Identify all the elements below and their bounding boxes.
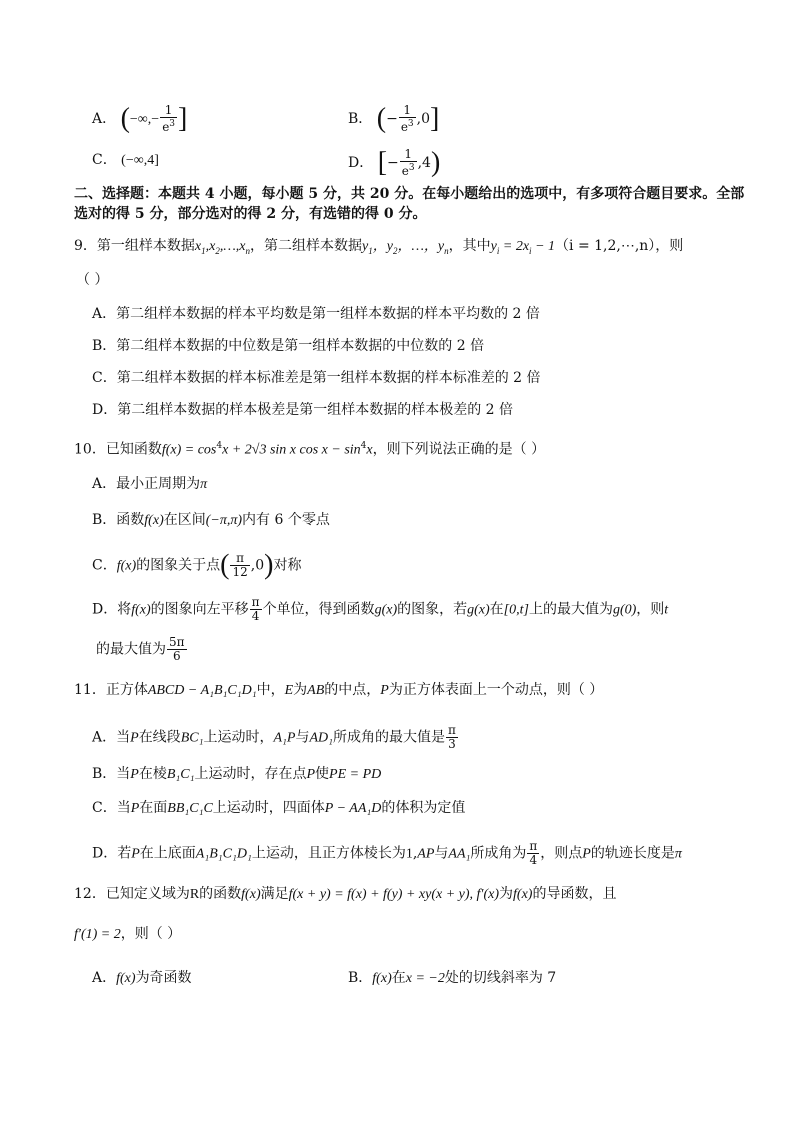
q9-answer-paren: （ ）: [76, 272, 109, 288]
q11-stem: 11．正方体ABCD − A₁B₁C₁D₁中，E为AB的中点，P为正方体表面上一个动点，则（ ）: [74, 682, 604, 698]
q10-option-d-line2: 的最大值为 $\frac{5\pi}{6}$: [96, 635, 185, 663]
q10-option-d: D．将f(x)的图象向左平移 $\frac{\pi}{4}$ 个单位，得到函数g(x)的图象，若g(x)在[0,t]上的最大值为g(0)，则t: [92, 595, 669, 623]
q12-stem: 12．已知定义域为R的函数f(x)满足f(x + y) = f(x) + f(y) + xy(x + y), f′(x)为f(x)的导函数，且: [74, 886, 617, 902]
q9-option-a: A．第二组样本数据的样本平均数是第一组样本数据的样本平均数的 2 倍: [92, 306, 540, 322]
q10-option-c: C．f(x)的图象关于点( $\frac{\pi}{12}$ ,0)对称: [92, 549, 302, 581]
q10-option-b: B．函数f(x)在区间(−π,π)内有 6 个零点: [92, 512, 330, 528]
q10-option-a: A．最小正周期为π: [92, 476, 208, 492]
q9-option-b: B．第二组样本数据的中位数是第一组样本数据的中位数的 2 倍: [92, 338, 485, 354]
q11-option-c: C．当P在面BB₁C₁C上运动时，四面体P − AA₁D的体积为定值: [92, 800, 466, 816]
q8-option-b: B． (− $\frac{1}{e^3}$ ,0]: [348, 103, 440, 134]
q12-option-b: B．f(x)在x = −2处的切线斜率为 7: [348, 970, 557, 986]
q8-option-c: C． (−∞,4]: [92, 152, 159, 168]
q11-option-d: D．若P在上底面A₁B₁C₁D₁上运动，且正方体棱长为1,AP与AA₁所成角为 $\frac{\pi}{4}$ ，则点P的轨迹长度是π: [92, 839, 682, 867]
q11-option-b: B．当P在棱B₁C₁上运动时，存在点P使PE = PD: [92, 766, 382, 782]
q8-option-a: A． (−∞,− $\frac{1}{e^3}$ ]: [92, 103, 188, 134]
q9-option-c: C．第二组样本数据的样本标准差是第一组样本数据的样本标准差的 2 倍: [92, 370, 541, 386]
q8-option-d: D． [− $\frac{1}{e^3}$ ,4): [348, 147, 441, 178]
section2-heading-line1: 二、选择题：本题共 4 小题，每小题 5 分，共 20 分。在每小题给出的选项中，有多项符合题目要求。全部: [74, 186, 745, 202]
q9-stem: 9．第一组样本数据$x_1,x_2,\dots,x_n$，第二组样本数据$y_1$，$y_2$，…，$y_n$，其中$y_i = 2x_i - 1(i$ = 1,2,⋯,n），则: [74, 238, 684, 256]
q12-option-a: A．f(x)为奇函数: [92, 970, 192, 986]
q9-option-d: D．第二组样本数据的样本极差是第一组样本数据的样本极差的 2 倍: [92, 402, 514, 418]
q11-option-a: A．当P在线段BC₁上运动时，A₁P与AD₁所成角的最大值是 $\frac{\pi}{3}$: [92, 723, 456, 751]
section2-heading-line2: 选对的得 5 分，部分选对的得 2 分，有选错的得 0 分。: [74, 206, 427, 222]
q12-stem-line2: f′(1) = 2，则（ ）: [74, 926, 182, 942]
q10-stem: 10．已知函数$f(x) = \cos^4x + 2√3$ sin x $\cos x - \sin^4x$，则下列说法正确的是（ ）: [74, 441, 546, 458]
